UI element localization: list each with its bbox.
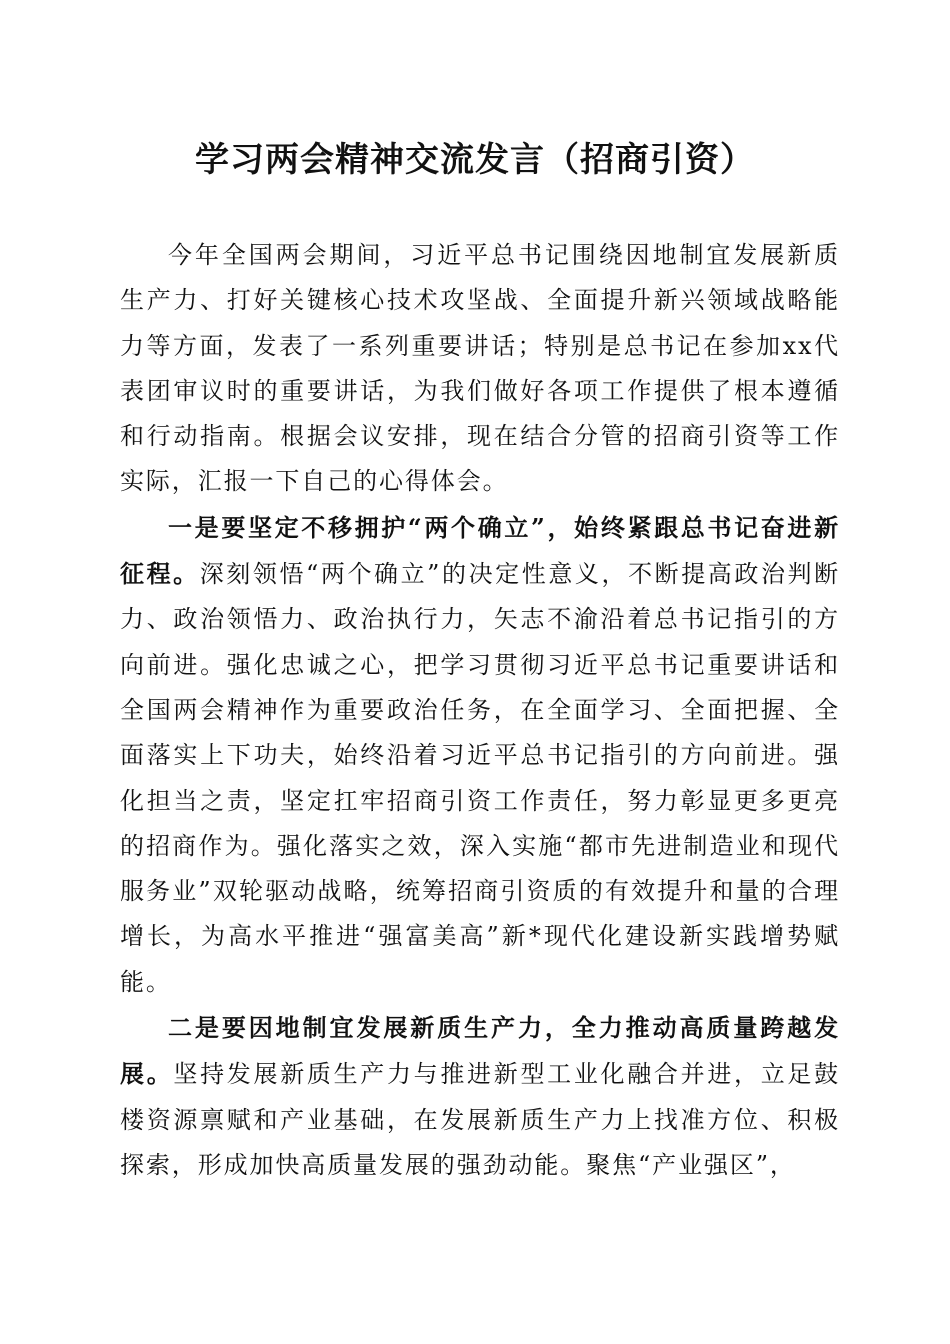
- paragraph-point-one: [120, 505, 840, 1005]
- paragraph-intro-text: 今年全国两会期间，习近平总书记围绕因地制宜发展新质生产力、打好关键核心技术攻坚战、全面提升新兴领域战略能力等方面，发表了一系列重要讲话；特别是总书记在参加xx代表团审议时的重要讲话，为我们做好各项工作提供了根本遵循和行动指南。根据会议安排，现在结合分管的招商引资等工作实际，汇报一下自己的心得体会。: [120, 241, 840, 496]
- paragraph-point-two: [120, 1005, 840, 1188]
- paragraph-point-two-heading: 二是要因地制宜发展新质生产力，全力推动高质量跨越发展。: [120, 1013, 840, 1089]
- paragraph-point-one-text: 深刻领悟“两个确立”的决定性意义，不断提高政治判断力、政治领悟力、政治执行力，矢志不渝沿着总书记指引的方向前进。强化忠诚之心，把学习贯彻习近平总书记重要讲话和全国两会精神作为重要政治任务，在全面学习、全面把握、全面落实上下功夫，始终沿着习近平总书记指引的方向前进。强化担当之责，坚定扛牢招商引资工作责任，努力彰显更多更亮的招商作为。强化落实之效，深入实施“都市先进制造业和现代服务业”双轮驱动战略，统筹招商引资质的有效提升和量的合理增长，为高水平推进“强富美高”新*现代化建设新实践增势赋能。: [120, 560, 840, 996]
- document-title: 学习两会精神交流发言（招商引资）: [195, 140, 755, 180]
- paragraph-intro: [120, 233, 840, 505]
- document-body: [120, 233, 840, 1188]
- paragraph-point-one-heading: 一是要坚定不移拥护“两个确立”，始终紧跟总书记奋进新征程。: [120, 512, 840, 589]
- paragraph-point-two-text: 坚持发展新质生产力与推进新型工业化融合并进，立足鼓楼资源禀赋和产业基础，在发展新质生产力上找准方位、积极探索，形成加快高质量发展的强劲动能。聚焦“产业强区”，: [120, 1060, 841, 1179]
